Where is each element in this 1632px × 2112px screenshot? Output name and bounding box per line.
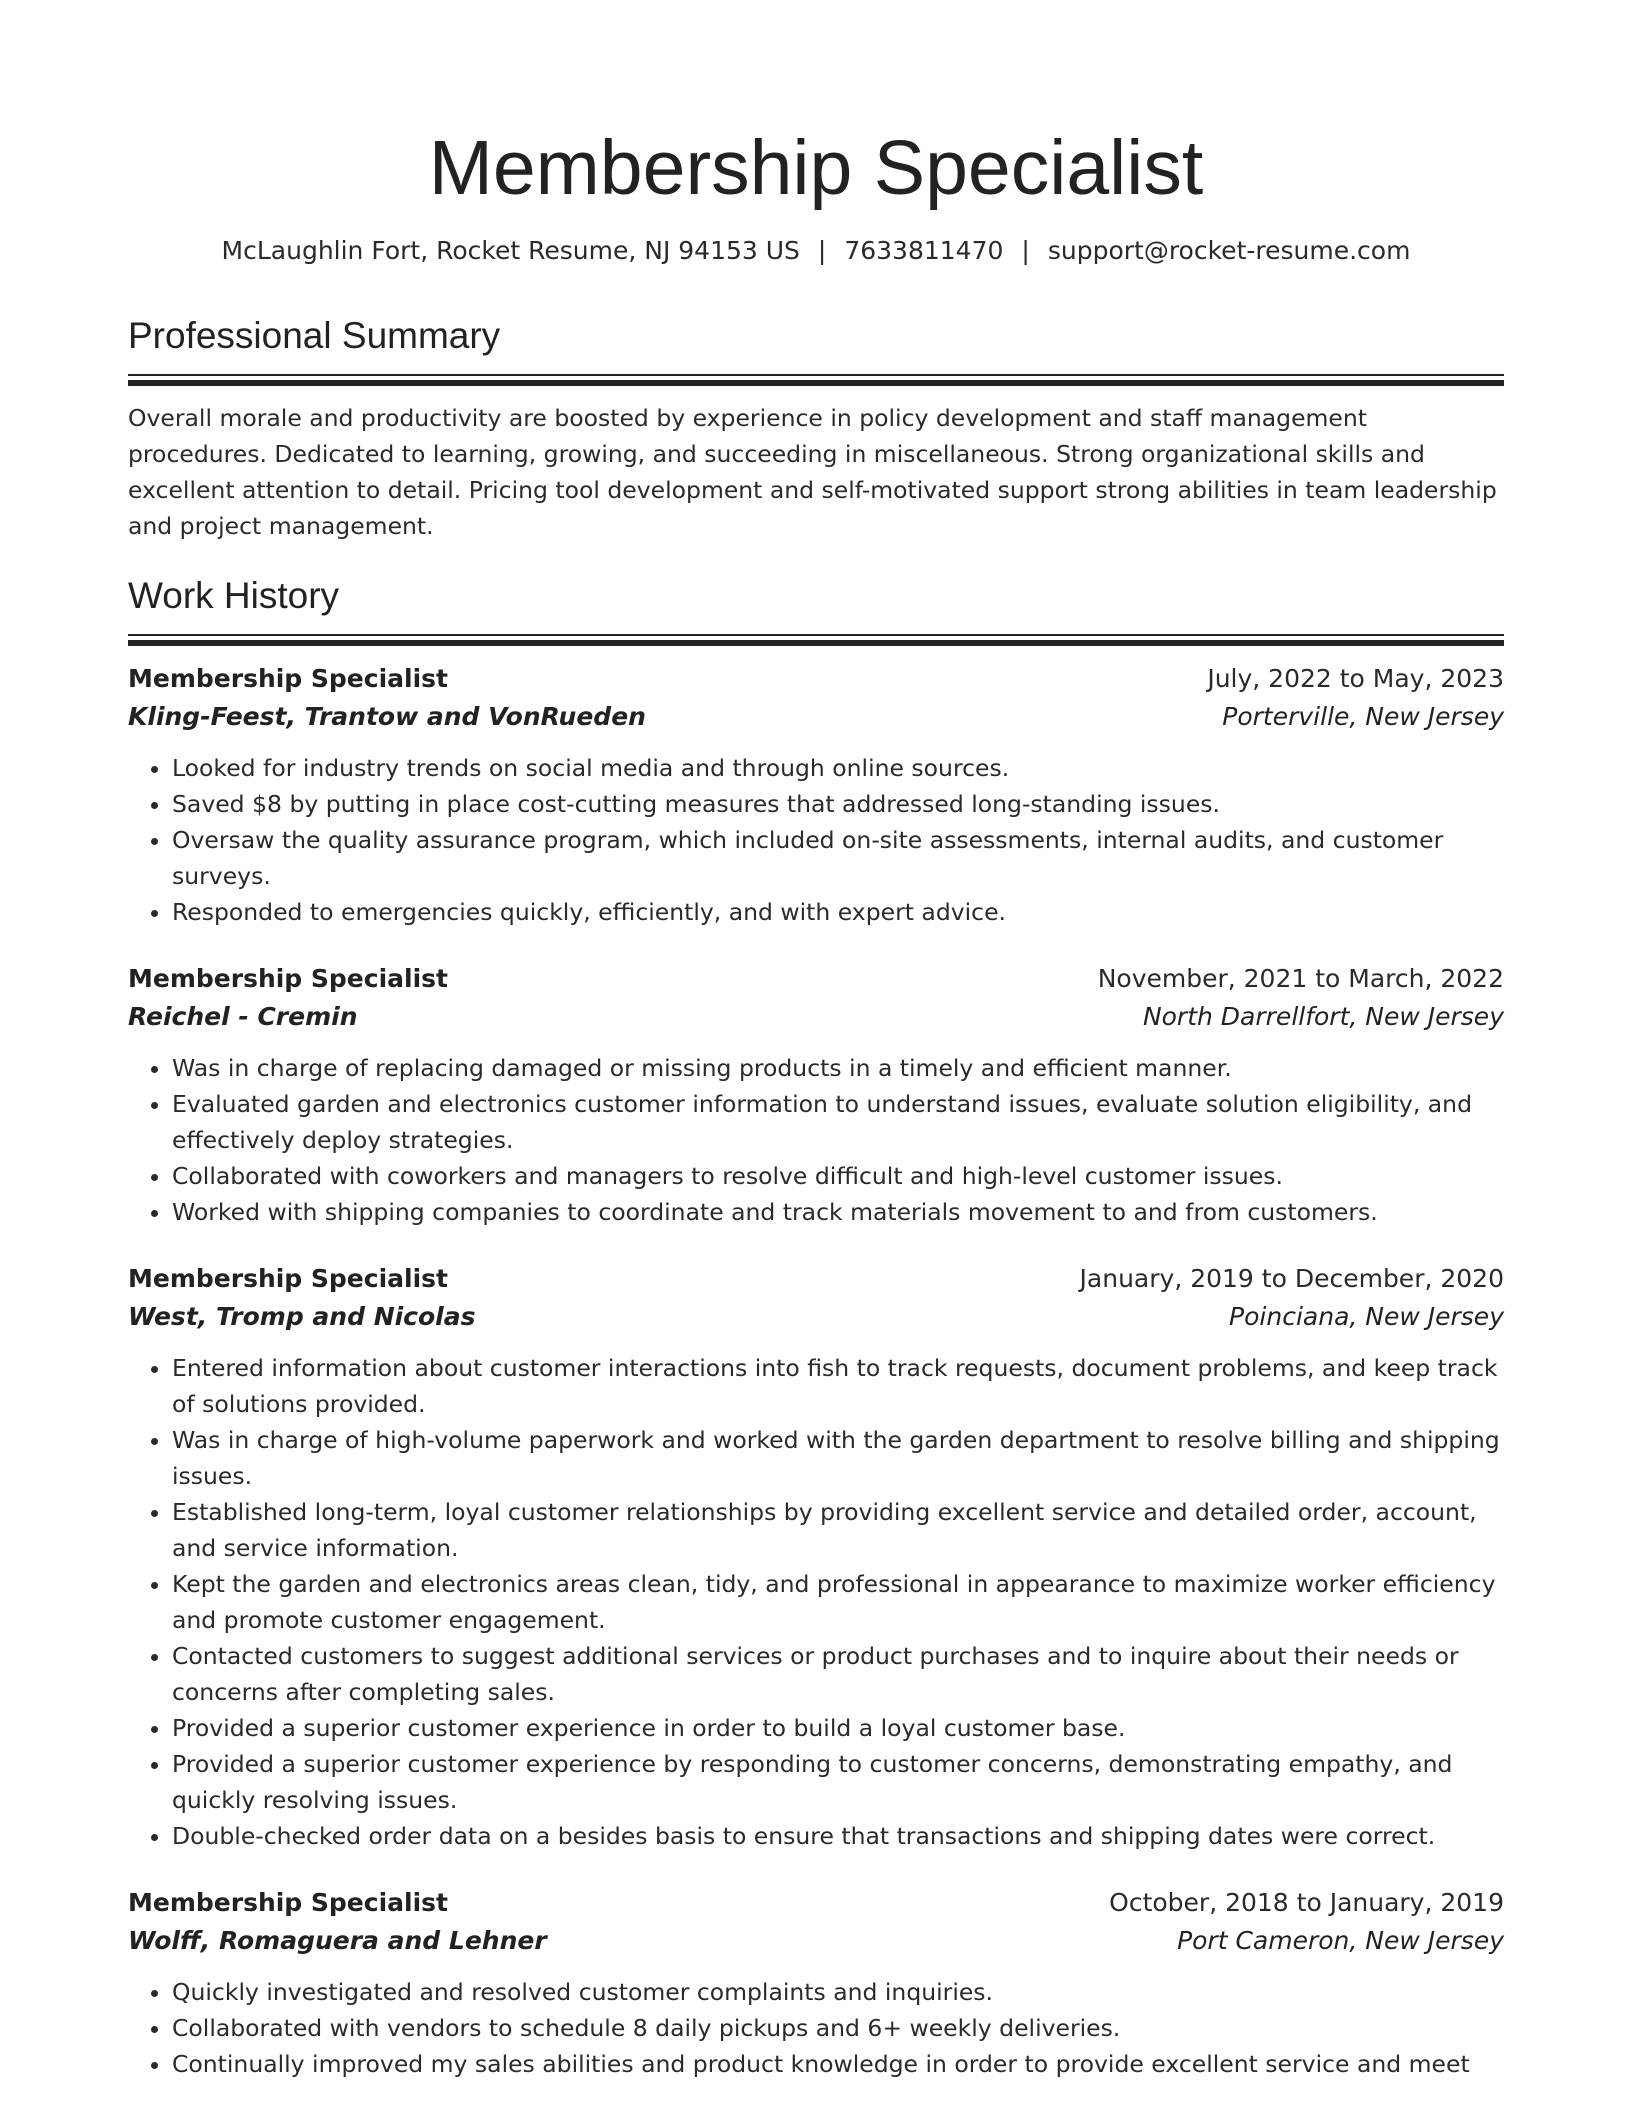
job-subheader xyxy=(128,1298,1504,1336)
summary-title: Professional Summary xyxy=(128,315,501,356)
job-bullet-list xyxy=(128,1974,1504,2082)
job-subheader xyxy=(128,698,1504,736)
job-dates: January, 2019 to December, 2020 xyxy=(1079,1264,1504,1293)
job-title: Membership Specialist xyxy=(128,664,448,693)
job-bullet: • Worked with shipping companies to coordinate and track materials movement to and from customers. xyxy=(172,1194,1504,1230)
job-company: Wolff, Romaguera and Lehner xyxy=(128,1926,547,1955)
job-company: Kling-Feest, Trantow and VonRueden xyxy=(128,702,646,731)
section-divider xyxy=(128,374,1504,386)
job-bullet-list xyxy=(128,750,1504,930)
job-header xyxy=(128,660,1504,698)
job-entry xyxy=(128,1260,1504,1854)
contact-address: McLaughlin Fort, Rocket Resume, NJ 94153 US xyxy=(221,236,800,265)
job-bullet: • Was in charge of high-volume paperwork and worked with the garden department to resolve billing and shipping issues. xyxy=(172,1422,1504,1494)
job-bullet: • Saved $8 by putting in place cost-cutting measures that addressed long-standing issues. xyxy=(172,786,1504,822)
job-bullet: • Established long-term, loyal customer relationships by providing excellent service and detailed order, account, and service information. xyxy=(172,1494,1504,1566)
contact-line xyxy=(128,234,1504,268)
job-location: Porterville, New Jersey xyxy=(1222,702,1504,731)
contact-separator: | xyxy=(817,236,827,265)
contact-separator: | xyxy=(1021,236,1030,265)
job-subheader xyxy=(128,1922,1504,1960)
section-divider xyxy=(128,634,1504,646)
job-dates: July, 2022 to May, 2023 xyxy=(1207,664,1504,693)
job-title: Membership Specialist xyxy=(128,964,448,993)
job-location: Port Cameron, New Jersey xyxy=(1177,1926,1504,1955)
job-company: Reichel - Cremin xyxy=(128,1002,358,1031)
work-history-section xyxy=(128,572,1504,2082)
job-bullet: • Kept the garden and electronics areas clean, tidy, and professional in appearance to maximize worker efficiency and promote customer engagement. xyxy=(172,1566,1504,1638)
job-bullet: • Collaborated with coworkers and managers to resolve difficult and high-level customer issues. xyxy=(172,1158,1504,1194)
job-title: Membership Specialist xyxy=(128,1264,448,1293)
job-bullet: • Continually improved my sales abilities and product knowledge in order to provide excellent service and meet xyxy=(172,2046,1504,2082)
job-title: Membership Specialist xyxy=(128,1888,448,1917)
job-subheader xyxy=(128,998,1504,1036)
summary-text: Overall morale and productivity are boosted by experience in policy development and staff management procedures. Dedicated to learning, growing, and succeeding in miscellaneous. Strong organizational skills and excellent attention to detail. Pricing tool development and self-motivated support strong abilities in team leadership and project management. xyxy=(128,404,1497,540)
contact-email: support@rocket-resume.com xyxy=(1047,236,1411,265)
candidate-name: Membership Specialist xyxy=(428,125,1204,211)
job-bullet: • Entered information about customer interactions into fish to track requests, document problems, and keep track of solutions provided. xyxy=(172,1350,1504,1422)
job-bullet: • Contacted customers to suggest additional services or product purchases and to inquire about their needs or concerns after completing sales. xyxy=(172,1638,1504,1710)
job-bullet: • Looked for industry trends on social media and through online sources. xyxy=(172,750,1504,786)
job-dates: November, 2021 to March, 2022 xyxy=(1097,964,1504,993)
job-bullet: • Provided a superior customer experience by responding to customer concerns, demonstrating empathy, and quickly resolving issues. xyxy=(172,1746,1504,1818)
job-bullet: • Quickly investigated and resolved customer complaints and inquiries. xyxy=(172,1974,1504,2010)
job-header xyxy=(128,1884,1504,1922)
job-bullet-list xyxy=(128,1050,1504,1230)
job-bullet: • Provided a superior customer experience in order to build a loyal customer base. xyxy=(172,1710,1504,1746)
job-bullet: • Oversaw the quality assurance program, which included on-site assessments, internal audits, and customer surveys. xyxy=(172,822,1504,894)
job-bullet: • Collaborated with vendors to schedule 8 daily pickups and 6+ weekly deliveries. xyxy=(172,2010,1504,2046)
job-company: West, Tromp and Nicolas xyxy=(128,1302,476,1331)
job-bullet-list xyxy=(128,1350,1504,1854)
job-header xyxy=(128,1260,1504,1298)
job-header xyxy=(128,960,1504,998)
job-bullet: • Double-checked order data on a besides basis to ensure that transactions and shipping dates were correct. xyxy=(172,1818,1504,1854)
summary-section xyxy=(128,312,1504,544)
job-entry xyxy=(128,660,1504,930)
job-location: North Darrellfort, New Jersey xyxy=(1142,1002,1504,1031)
job-entry xyxy=(128,960,1504,1230)
job-bullet: • Was in charge of replacing damaged or missing products in a timely and efficient manner. xyxy=(172,1050,1504,1086)
job-entry xyxy=(128,1884,1504,2082)
job-bullet: • Evaluated garden and electronics customer information to understand issues, evaluate solution eligibility, and effectively deploy strategies. xyxy=(172,1086,1504,1158)
work-history-title: Work History xyxy=(128,575,340,616)
job-list xyxy=(128,660,1504,2082)
contact-phone: 7633811470 xyxy=(844,236,1004,265)
job-bullet: • Responded to emergencies quickly, efficiently, and with expert advice. xyxy=(172,894,1504,930)
job-location: Poinciana, New Jersey xyxy=(1229,1302,1504,1331)
job-dates: October, 2018 to January, 2019 xyxy=(1109,1888,1504,1917)
